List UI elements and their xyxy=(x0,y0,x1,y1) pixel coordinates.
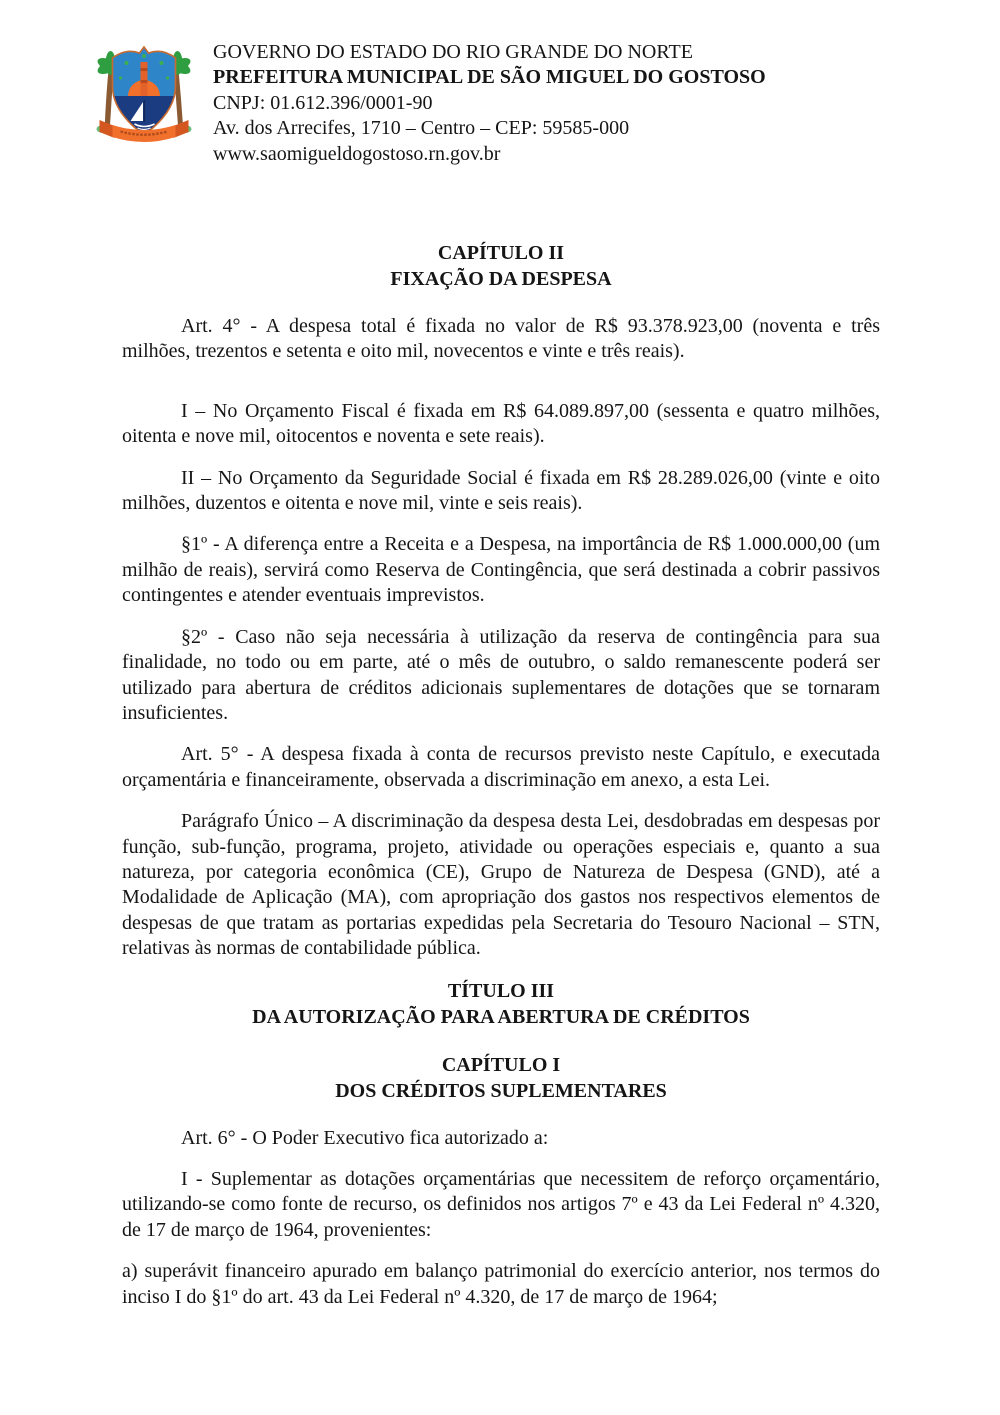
shield-icon xyxy=(113,47,176,136)
article-4-paragrafo-1: §1º - A diferença entre a Receita e a Despesa, na importância de R$ 1.000.000,00 (um milhão de reais), servirá como Reserva de Contingência, que será destinada a cobrir passivos contingentes e atender eventuais imprevistos. xyxy=(122,533,880,607)
letterhead-text xyxy=(213,36,766,167)
letterhead xyxy=(0,0,1000,167)
address-line: Av. dos Arrecifes, 1710 – Centro – CEP: 59585-000 xyxy=(213,117,630,140)
titulo-3-subtitle: DA AUTORIZAÇÃO PARA ABERTURA DE CRÉDITOS xyxy=(252,1005,750,1028)
capitulo-2-subtitle: FIXAÇÃO DA DESPESA xyxy=(390,268,612,291)
capitulo-2-title: CAPÍTULO II xyxy=(437,242,565,265)
municipality-line: PREFEITURA MUNICIPAL DE SÃO MIGUEL DO GOSTOSO xyxy=(213,66,766,89)
article-6-inciso-1: I - Suplementar as dotações orçamentárias que necessitem de reforço orçamentário, utilizando-se como fonte de recurso, os definidos nos artigos 7º e 43 da Lei Federal nº 4.320, de 17 de março de 1964, provenientes: xyxy=(122,1167,880,1241)
article-4-inciso-1: I – No Orçamento Fiscal é fixada em R$ 64.089.897,00 (sessenta e quatro milhões, oitenta e nove mil, oitocentos e noventa e sete reais). xyxy=(122,399,880,448)
capitulo-1-heading xyxy=(122,1052,880,1104)
coat-of-arms-icon xyxy=(86,36,202,148)
website-line: www.saomigueldogostoso.rn.gov.br xyxy=(213,142,501,165)
article-6-paragraph: Art. 6° - O Poder Executivo fica autorizado a: xyxy=(181,1126,549,1149)
capitulo-1-subtitle: DOS CRÉDITOS SUPLEMENTARES xyxy=(335,1079,667,1102)
article-6-alinea-a: a) superávit financeiro apurado em balanço patrimonial do exercício anterior, nos termos do inciso I do §1º do art. 43 da Lei Federal nº 4.320, de 17 de março de 1964; xyxy=(122,1260,880,1308)
article-4-paragraph: Art. 4° - A despesa total é fixada no valor de R$ 93.378.923,00 (noventa e três milhões, trezentos e setenta e oito mil, novecentos e vinte e três reais). xyxy=(122,315,880,363)
article-5-paragraph: Art. 5° - A despesa fixada à conta de recursos previsto neste Capítulo, e executada orçamentária e financeiramente, observada a discriminação em anexo, a esta Lei. xyxy=(122,743,880,791)
titulo-3-title: TÍTULO III xyxy=(447,979,555,1002)
capitulo-1-title: CAPÍTULO I xyxy=(441,1053,561,1076)
document-body xyxy=(122,240,880,1310)
titulo-3-heading xyxy=(122,978,880,1030)
cnpj-line: CNPJ: 01.612.396/0001-90 xyxy=(213,91,433,114)
coat-of-arms-logo xyxy=(86,36,202,148)
article-4-paragrafo-2: §2º - Caso não seja necessária à utilização da reserva de contingência para sua finalidade, no todo ou em parte, até o mês de outubro, o saldo remanescente poderá ser utilizado para abertura de créditos adicionais suplementares de dotações que se tornaram insuficientes. xyxy=(122,625,880,724)
article-4-inciso-2: II – No Orçamento da Seguridade Social é fixada em R$ 28.289.026,00 (vinte e oito milhões, duzentos e oitenta e nove mil, vinte e seis reais). xyxy=(122,466,880,515)
article-5-paragrafo-unico: Parágrafo Único – A discriminação da despesa desta Lei, desdobradas em despesas por função, sub-função, programa, projeto, atividade ou operações especiais e, quanto a sua natureza, por categoria econômica (CE), Grupo de Natureza de Despesa (GND), até a Modalidade de Aplicação (MA), com apropriação dos gastos nos respectivos elementos de despesas de que tratam as portarias expedidas pela Secretaria do Tesouro Nacional – STN, relativas às normas de contabilidade pública. xyxy=(122,810,880,960)
government-line: GOVERNO DO ESTADO DO RIO GRANDE DO NORTE xyxy=(213,41,693,63)
capitulo-2-heading xyxy=(122,240,880,292)
